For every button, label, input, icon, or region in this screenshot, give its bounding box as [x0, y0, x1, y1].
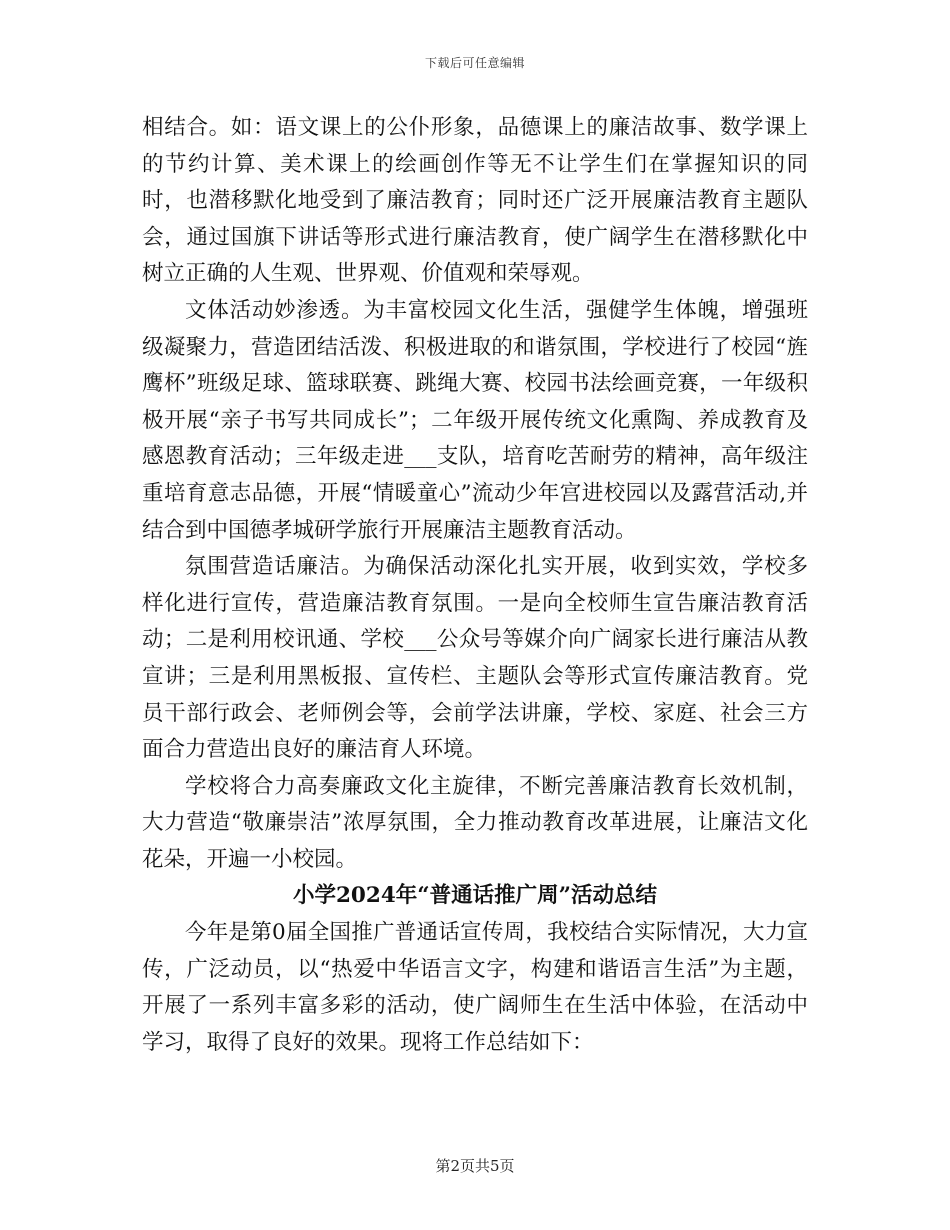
body-paragraph: 学校将合力高奏廉政文化主旋律，不断完善廉洁教育长效机制，大力营造“敬廉崇洁”浓厚氛围，全力推动教育改革进展，让廉洁文化花朵，开遍一小校园。: [142, 773, 808, 872]
page-number: 第2页共5页: [435, 1157, 515, 1175]
section-title: 小学2024年“普通话推广周”活动总结: [292, 883, 658, 909]
document-body: [142, 110, 808, 1061]
body-paragraph: 氛围营造话廉洁。为确保活动深化扎实开展，收到实效，学校多样化进行宣传，营造廉洁教育氛围。一是向全校师生宣告廉洁教育活动；二是利用校讯通、学校___公众号等媒介向广阔家长进行廉洁从教宣讲；三是利用黑板报、宣传栏、主题队会等形式宣传廉洁教育。党员干部行政会、老师例会等，会前学法讲廉，学校、家庭、社会三方面合力营造出良好的廉洁育人环境。: [142, 554, 808, 763]
section-paragraph: 今年是第0届全国推广普通话宣传周，我校结合实际情况，大力宣传，广泛动员，以“热爱中华语言文字，构建和谐语言生活”为主题，开展了一系列丰富多彩的活动，使广阔师生在生活中体验，在活动中学习，取得了良好的效果。现将工作总结如下：: [142, 920, 808, 1055]
body-paragraph: 文体活动妙渗透。为丰富校园文化生活，强健学生体魄，增强班级凝聚力，营造团结活泼、积极进取的和谐氛围，学校进行了校园“旌鹰杯”班级足球、篮球联赛、跳绳大赛、校园书法绘画竞赛，一年级积极开展“亲子书写共同成长”；二年级开展传统文化熏陶、养成教育及感恩教育活动；三年级走进___支队，培育吃苦耐劳的精神，高年级注重培育意志品德，开展“情暖童心”流动少年宫进校园以及露营活动,并结合到中国德孝城研学旅行开展廉洁主题教育活动。: [142, 297, 808, 543]
body-paragraph: 相结合。如：语文课上的公仆形象，品德课上的廉洁故事、数学课上的节约计算、美术课上的绘画创作等无不让学生们在掌握知识的同时，也潜移默化地受到了廉洁教育；同时还广泛开展廉洁教育主题队会，通过国旗下讲话等形式进行廉洁教育，使广阔学生在潜移默化中树立正确的人生观、世界观、价值观和荣辱观。: [142, 115, 808, 287]
page-header-note: 下载后可任意编辑: [424, 56, 525, 70]
